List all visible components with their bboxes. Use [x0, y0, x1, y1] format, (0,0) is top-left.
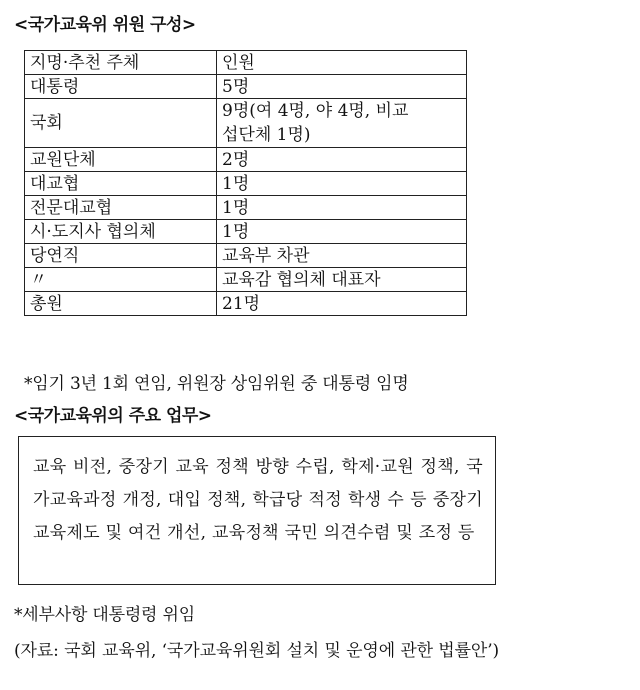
- row-value: 1명: [217, 220, 467, 244]
- row-value: 21명: [217, 292, 467, 316]
- row-label: 교원단체: [25, 148, 217, 172]
- row-value: 2명: [217, 148, 467, 172]
- row-value: [217, 99, 467, 148]
- table-row: [25, 75, 467, 99]
- row-label: 시·도지사 협의체: [25, 220, 217, 244]
- row-value: 교육감 협의체 대표자: [217, 268, 467, 292]
- row-label: 총원: [25, 292, 217, 316]
- row-label: 대통령: [25, 75, 217, 99]
- row-label: 대교협: [25, 172, 217, 196]
- header-nominator: 지명·추천 주체: [25, 51, 217, 75]
- row-value: 교육부 차관: [217, 244, 467, 268]
- table-row: [25, 268, 467, 292]
- row-label: 국회: [25, 99, 217, 148]
- row-value-line: 9명(여 4명, 야 4명, 비교: [222, 101, 409, 121]
- composition-heading: <국가교육위 위원 구성>: [14, 15, 196, 35]
- table-header-row: [25, 51, 467, 75]
- duties-heading: <국가교육위의 주요 업무>: [14, 406, 212, 426]
- row-value: 1명: [217, 196, 467, 220]
- row-value: 5명: [217, 75, 467, 99]
- detail-note: *세부사항 대통령령 위임: [14, 605, 195, 625]
- row-value: 1명: [217, 172, 467, 196]
- composition-table: [24, 50, 467, 316]
- row-value-line: 섭단체 1명): [222, 125, 311, 145]
- header-count: 인원: [217, 51, 467, 75]
- row-label: 당연직: [25, 244, 217, 268]
- duties-box: 교육 비전, 중장기 교육 정책 방향 수립, 학제·교원 정책, 국가교육과정 개정, 대입 정책, 학급당 적정 학생 수 등 중장기 교육제도 및 여건 개선, 교육정책 국민 의견수렴 및 조정 등: [18, 436, 496, 585]
- table-row: [25, 172, 467, 196]
- table-row: [25, 99, 467, 148]
- table-row: [25, 244, 467, 268]
- table-row: [25, 148, 467, 172]
- source-note: (자료: 국회 교육위, ‘국가교육위원회 설치 및 운영에 관한 법률안’): [14, 641, 500, 661]
- table-row: [25, 292, 467, 316]
- row-label: 전문대교협: [25, 196, 217, 220]
- term-note: *임기 3년 1회 연임, 위원장 상임위원 중 대통령 임명: [24, 374, 409, 394]
- table-row: [25, 196, 467, 220]
- table-row: [25, 220, 467, 244]
- row-label: 〃: [25, 268, 217, 292]
